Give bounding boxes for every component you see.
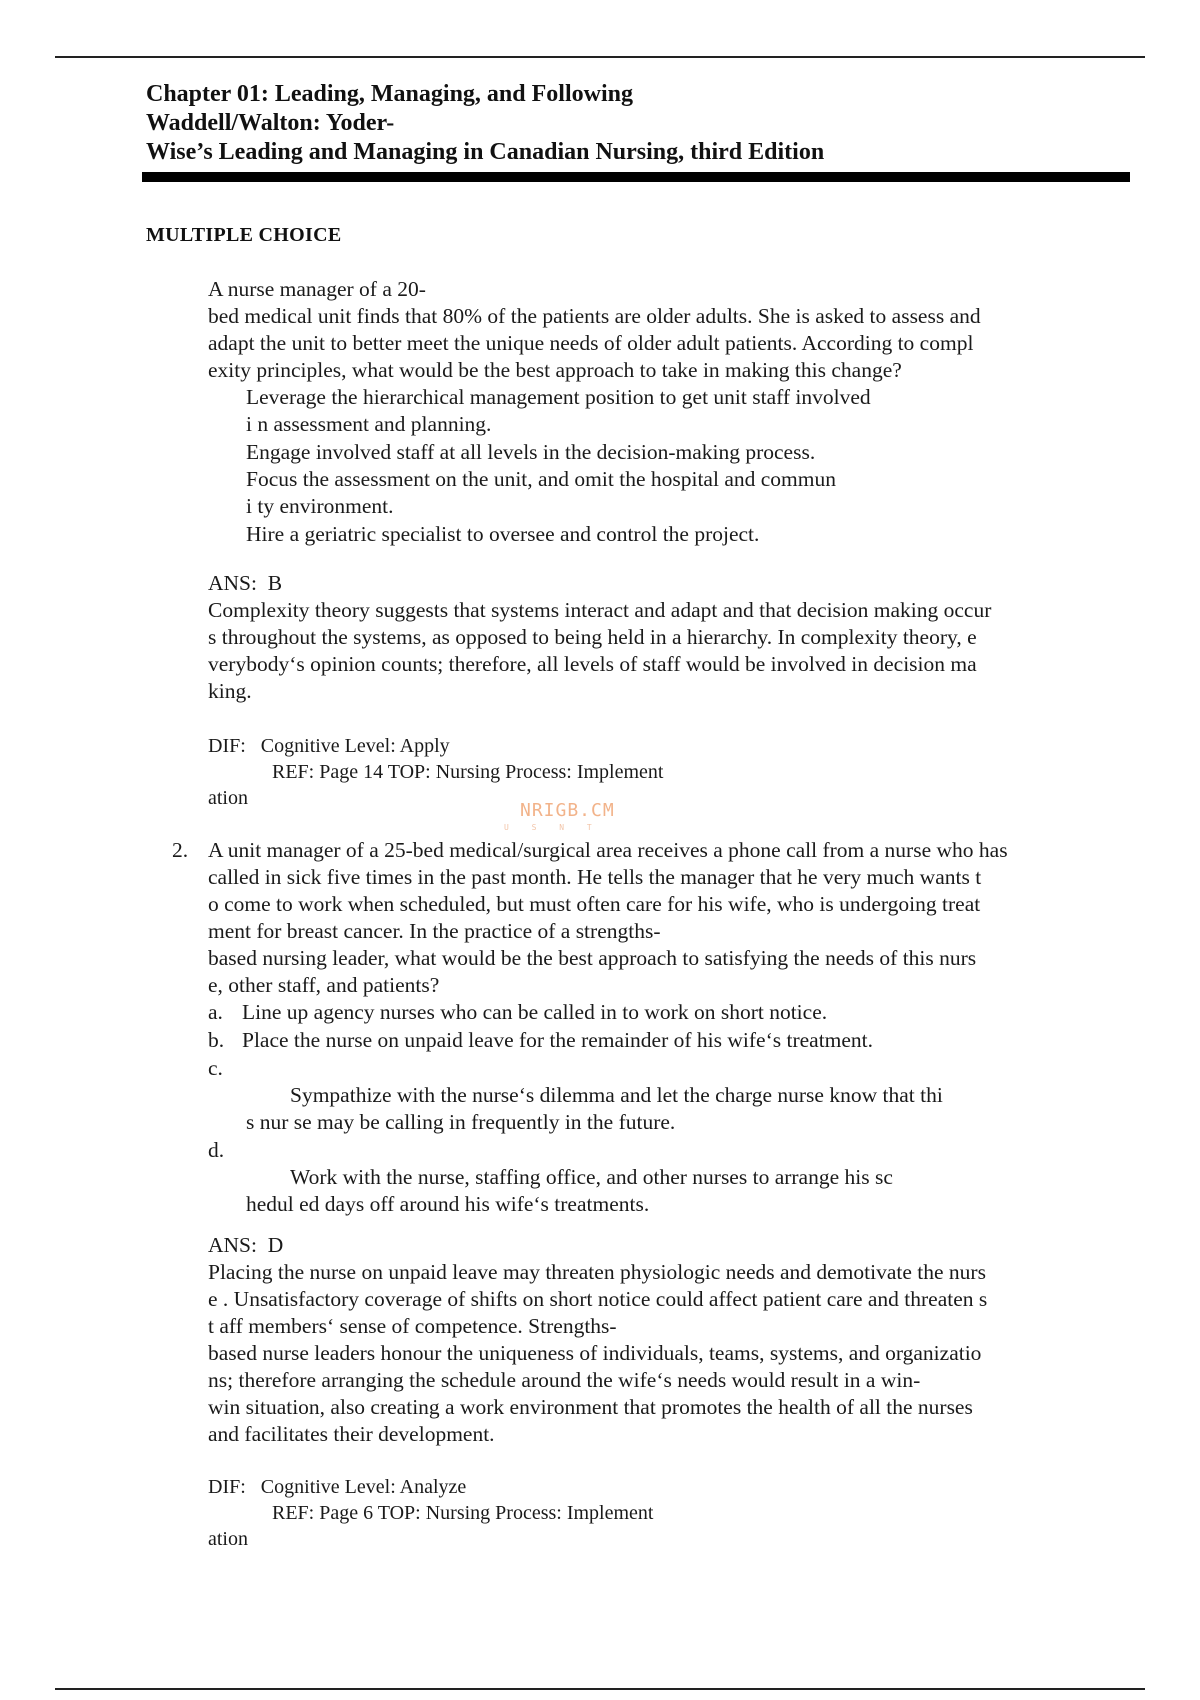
q1-option-b: Engage involved staff at all levels in the decision-making process.	[246, 440, 816, 464]
q2-rationale-line: ns; therefore arranging the schedule around the wife‘s needs would result in a win-	[208, 1368, 921, 1392]
q1-ref-tail: ation	[208, 787, 248, 809]
q2-option-d-letter: d.	[208, 1138, 225, 1162]
q2-rationale-line: e . Unsatisfactory coverage of shifts on short notice could affect patient care and threaten s	[208, 1287, 988, 1311]
document-header	[146, 80, 824, 167]
q2-stem-line: A unit manager of a 25-bed medical/surgical area receives a phone call from a nurse who has	[208, 838, 1008, 862]
q2-rationale-line: and facilitates their development.	[208, 1422, 495, 1446]
q2-dif-value: Cognitive Level: Analyze	[260, 1476, 467, 1498]
q2-stem-line: e, other staff, and patients?	[208, 973, 440, 997]
q2-option-c-letter: c.	[208, 1056, 223, 1080]
q2-ref-tail: ation	[208, 1528, 248, 1550]
q2-ans-value: D	[267, 1233, 284, 1257]
chapter-title: Chapter 01: Leading, Managing, and Following	[146, 81, 633, 107]
q1-options	[246, 384, 871, 548]
q1-option-c-cont: i ty environment.	[246, 494, 394, 518]
q1-dif	[208, 733, 663, 759]
q2-dif	[208, 1474, 653, 1500]
q2-stem	[208, 837, 1008, 1218]
q1-rationale-line: s throughout the systems, as opposed to being held in a hierarchy. In complexity theory, e	[208, 625, 977, 649]
q2-dif-label: DIF:	[208, 1476, 246, 1498]
q2-rationale-line: based nurse leaders honour the uniqueness of individuals, teams, systems, and organizatio	[208, 1341, 982, 1365]
q1-option-c: Focus the assessment on the unit, and omit the hospital and commun	[246, 467, 836, 491]
q1-dif-label: DIF:	[208, 735, 246, 757]
q1-rationale-line: verybody‘s opinion counts; therefore, all levels of staff would be involved in decision ma	[208, 652, 977, 676]
book-title: Wise’s Leading and Managing in Canadian Nursing, third Edition	[146, 139, 825, 165]
q1-ans-value: B	[267, 571, 283, 595]
q2-option-b-text: Place the nurse on unpaid leave for the remainder of his wife‘s treatment.	[242, 1028, 874, 1052]
authors-line: Waddell/Walton: Yoder-	[146, 110, 395, 136]
q2-option-d-line2: hedul ed days off around his wife‘s treatments.	[246, 1192, 650, 1216]
top-rule	[55, 56, 1145, 58]
q2-rationale-line: t aff members‘ sense of competence. Strengths-	[208, 1314, 617, 1338]
q2-ans-label: ANS:	[208, 1233, 257, 1257]
q2-meta	[208, 1474, 653, 1552]
q2-option-c-line1: Sympathize with the nurse‘s dilemma and let the charge nurse know that thi	[290, 1083, 943, 1107]
q1-rationale-line: king.	[208, 679, 252, 703]
q2-rationale	[208, 1259, 987, 1448]
header-rule	[142, 172, 1130, 182]
watermark: NRIGB.CM	[520, 800, 615, 821]
q2-number: 2.	[172, 838, 189, 862]
watermark-sub: U S N T	[504, 823, 601, 832]
q2-stem-line: ment for breast cancer. In the practice of a strengths-	[208, 919, 661, 943]
q1-stem-line: exity principles, what would be the best approach to take in making this change?	[208, 358, 902, 382]
q1-option-d: Hire a geriatric specialist to oversee and control the project.	[246, 522, 760, 546]
q2-rationale-line: Placing the nurse on unpaid leave may threaten physiologic needs and demotivate the nurs	[208, 1260, 986, 1284]
q2-option-a-text: Line up agency nurses who can be called in to work on short notice.	[242, 1000, 828, 1024]
q2-option-c-line2: s nur se may be calling in frequently in the future.	[246, 1110, 676, 1134]
q1-stem-line: A nurse manager of a 20-	[208, 277, 426, 301]
q1-ans-label: ANS:	[208, 571, 257, 595]
q1-dif-value: Cognitive Level: Apply	[260, 735, 450, 757]
q1-option-a: Leverage the hierarchical management position to get unit staff involved	[246, 385, 871, 409]
bottom-rule	[55, 1688, 1145, 1690]
q2-option-a	[208, 999, 1008, 1026]
q1-stem-line: adapt the unit to better meet the unique needs of older adult patients. According to compl	[208, 331, 974, 355]
q1-ref: REF: Page 14 TOP: Nursing Process: Implement	[272, 761, 664, 783]
q1-rationale-line: Complexity theory suggests that systems interact and adapt and that decision making occur	[208, 598, 992, 622]
q1-stem-line: bed medical unit finds that 80% of the patients are older adults. She is asked to assess and	[208, 304, 981, 328]
q2-option-d-line1: Work with the nurse, staffing office, and other nurses to arrange his sc	[290, 1165, 893, 1189]
section-title: MULTIPLE CHOICE	[146, 224, 342, 246]
q1-stem	[208, 276, 981, 384]
q2-answer	[208, 1232, 283, 1259]
q2-stem-line: called in sick five times in the past month. He tells the manager that he very much wants t	[208, 865, 982, 889]
q2-stem-line: based nursing leader, what would be the best approach to satisfying the needs of this nurs	[208, 946, 977, 970]
q2-rationale-line: win situation, also creating a work environment that promotes the health of all the nurses	[208, 1395, 973, 1419]
q2-ref: REF: Page 6 TOP: Nursing Process: Implement	[272, 1502, 654, 1524]
q1-answer	[208, 570, 282, 597]
q1-rationale	[208, 597, 991, 705]
q2-stem-line: o come to work when scheduled, but must often care for his wife, who is undergoing treat	[208, 892, 981, 916]
q2-option-a-letter: a.	[208, 1000, 223, 1024]
q1-option-a-cont: i n assessment and planning.	[246, 412, 492, 436]
q2-option-b	[208, 1027, 1008, 1054]
q2-option-b-letter: b.	[208, 1028, 225, 1052]
